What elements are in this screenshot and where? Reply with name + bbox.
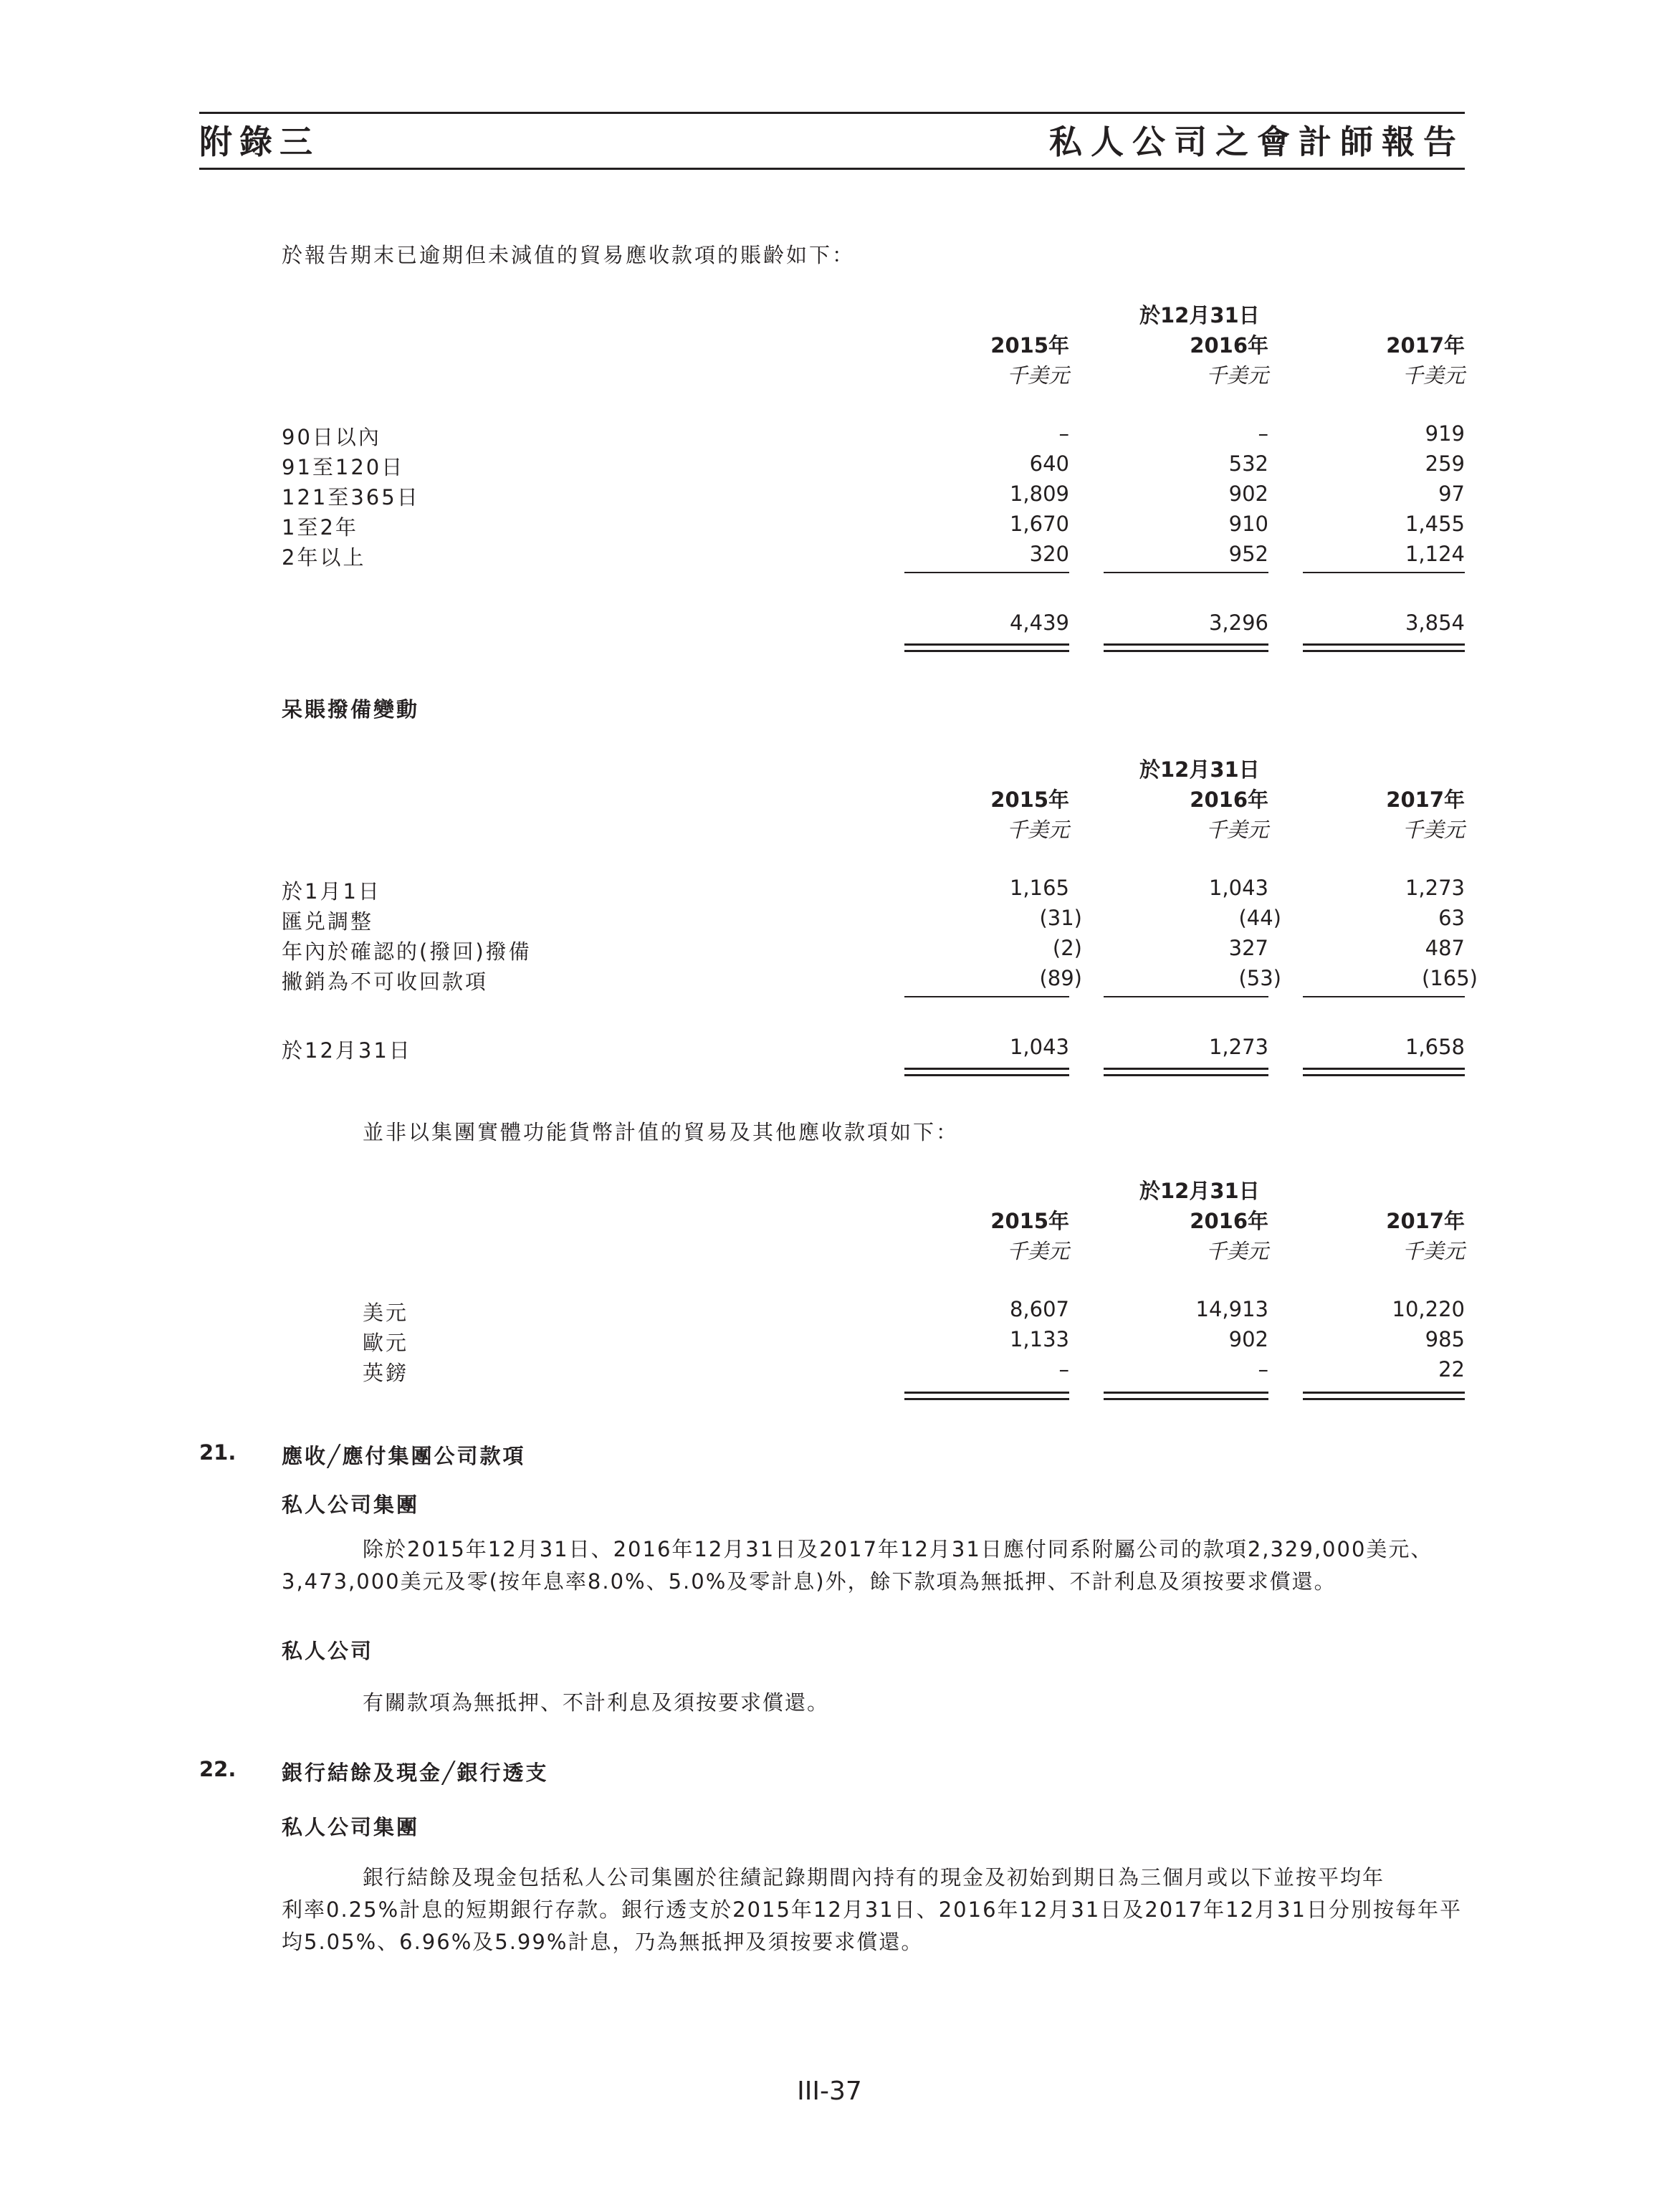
table-cell: 910 (1228, 512, 1268, 536)
table-cell: 1,455 (1405, 512, 1465, 536)
table-row-label: 於1月1日 (282, 879, 381, 904)
note21-subheading-group: 私人公司集團 (282, 1493, 420, 1517)
table-cell: 487 (1425, 936, 1465, 960)
table-cell: – (1258, 421, 1268, 446)
currency-year-2016: 2016年 (1190, 1209, 1268, 1233)
total-double-rule (904, 1068, 1069, 1076)
table-cell: – (1058, 421, 1069, 446)
table-cell: 1,670 (1009, 512, 1069, 536)
total-double-rule (904, 643, 1069, 652)
table-cell: 1,133 (1009, 1327, 1069, 1351)
total-cell: 4,439 (1009, 611, 1069, 635)
table-row-label: 90日以內 (282, 425, 381, 449)
table-cell: 259 (1425, 451, 1465, 476)
aging-unit-2016: 千美元 (1205, 363, 1268, 388)
table-cell: (2) (1052, 936, 1082, 960)
appendix-title: 附錄三 (199, 123, 320, 161)
table-cell: – (1258, 1357, 1268, 1382)
table-cell: 1,165 (1009, 876, 1069, 900)
table-row-label: 英鎊 (363, 1361, 409, 1385)
note21-title: 應收╱應付集團公司款項 (282, 1444, 526, 1468)
currency-group-header: 於12月31日 (1139, 1179, 1260, 1203)
total-double-rule (1303, 643, 1465, 652)
total-cell: 1,658 (1405, 1035, 1465, 1059)
note21-paragraph-line2: 3,473,000美元及零(按年息率8.0%、5.0%及零計息)外，餘下款項為無抵押、不計利息及須按要求償還。 (282, 1569, 1337, 1594)
table-cell: 902 (1228, 1327, 1268, 1351)
table-row-label: 91至120日 (282, 455, 405, 479)
currency-unit-2015: 千美元 (1006, 1239, 1069, 1263)
table-cell: (44) (1238, 906, 1281, 930)
currency-unit-2017: 千美元 (1402, 1239, 1465, 1263)
table-cell: 1,273 (1405, 876, 1465, 900)
table-cell: 1,809 (1009, 482, 1069, 506)
total-double-rule (1104, 1392, 1268, 1400)
table-cell: 985 (1425, 1327, 1465, 1351)
aging-unit-2015: 千美元 (1006, 363, 1069, 388)
note21-subheading-company: 私人公司 (282, 1639, 374, 1663)
table-cell: 63 (1438, 906, 1465, 930)
closing-label: 於12月31日 (282, 1038, 412, 1063)
currency-unit-2016: 千美元 (1205, 1239, 1268, 1263)
table-cell: 919 (1425, 421, 1465, 446)
note22-paragraph-line2: 利率0.25%計息的短期銀行存款。銀行透支於2015年12月31日、2016年12月31日及2017年12月31日分別按每年平 (282, 1897, 1462, 1922)
subtotal-rule (904, 572, 1069, 573)
allowance-unit-2017: 千美元 (1402, 818, 1465, 842)
subtotal-rule (1303, 572, 1465, 573)
table-row-label: 2年以上 (282, 545, 366, 570)
total-cell: 3,854 (1405, 611, 1465, 635)
aging-year-2017: 2017年 (1386, 333, 1465, 358)
table-row-label: 撇銷為不可收回款項 (282, 969, 489, 994)
aging-unit-2017: 千美元 (1402, 363, 1465, 388)
table-row-label: 歐元 (363, 1331, 409, 1355)
table-cell: 1,124 (1405, 542, 1465, 566)
table-cell: 902 (1228, 482, 1268, 506)
total-cell: 3,296 (1208, 611, 1268, 635)
table-cell: (31) (1039, 906, 1082, 930)
report-title: 私人公司之會計師報告 (1049, 123, 1465, 161)
table-cell: 10,220 (1392, 1297, 1465, 1321)
aging-intro: 於報告期末已逾期但未減值的貿易應收款項的賬齡如下： (282, 243, 856, 267)
allowance-year-2016: 2016年 (1190, 787, 1268, 812)
note22-title: 銀行結餘及現金╱銀行透支 (282, 1761, 549, 1785)
table-cell: 320 (1029, 542, 1069, 566)
allowance-title: 呆賬撥備變動 (282, 697, 420, 722)
note21-paragraph-line1: 除於2015年12月31日、2016年12月31日及2017年12月31日應付同系附屬公司的款項2,329,000美元、 (363, 1537, 1433, 1561)
subtotal-rule (1104, 996, 1268, 997)
table-cell: 952 (1228, 542, 1268, 566)
page-number: III-37 (797, 2077, 862, 2106)
aging-year-2015: 2015年 (990, 333, 1069, 358)
allowance-group-header: 於12月31日 (1139, 757, 1260, 782)
currency-year-2017: 2017年 (1386, 1209, 1465, 1233)
table-cell: (53) (1238, 966, 1281, 990)
table-row-label: 美元 (363, 1301, 409, 1325)
table-cell: 8,607 (1009, 1297, 1069, 1321)
total-cell: 1,273 (1208, 1035, 1268, 1059)
total-double-rule (1303, 1068, 1465, 1076)
currency-intro: 並非以集團實體功能貨幣計值的貿易及其他應收款項如下： (363, 1120, 960, 1144)
total-double-rule (1104, 643, 1268, 652)
table-row-label: 匯兑調整 (282, 909, 374, 934)
table-cell: 97 (1438, 482, 1465, 506)
subtotal-rule (1303, 996, 1465, 997)
aging-year-2016: 2016年 (1190, 333, 1268, 358)
total-double-rule (1104, 1068, 1268, 1076)
table-cell: (165) (1422, 966, 1478, 990)
table-row-label: 121至365日 (282, 485, 420, 509)
currency-year-2015: 2015年 (990, 1209, 1069, 1233)
total-double-rule (1303, 1392, 1465, 1400)
table-row-label: 年內於確認的(撥回)撥備 (282, 939, 532, 964)
note22-paragraph-line1: 銀行結餘及現金包括私人公司集團於往績記錄期間內持有的現金及初始到期日為三個月或以下並按平均年 (363, 1865, 1385, 1890)
table-cell: 1,043 (1208, 876, 1268, 900)
note22-paragraph-line3: 均5.05%、6.96%及5.99%計息，乃為無抵押及須按要求償還。 (282, 1930, 924, 1954)
note21-number: 21. (199, 1440, 236, 1465)
total-cell: 1,043 (1009, 1035, 1069, 1059)
table-cell: 640 (1029, 451, 1069, 476)
note21-paragraph2: 有關款項為無抵押、不計利息及須按要求償還。 (363, 1690, 830, 1715)
table-cell: (89) (1039, 966, 1082, 990)
allowance-unit-2016: 千美元 (1205, 818, 1268, 842)
allowance-unit-2015: 千美元 (1006, 818, 1069, 842)
aging-group-header: 於12月31日 (1139, 303, 1260, 327)
note22-number: 22. (199, 1757, 236, 1781)
note22-subheading-group: 私人公司集團 (282, 1815, 420, 1839)
header-bottom-rule (199, 168, 1465, 170)
allowance-year-2017: 2017年 (1386, 787, 1465, 812)
table-cell: – (1058, 1357, 1069, 1382)
total-double-rule (904, 1392, 1069, 1400)
table-row-label: 1至2年 (282, 515, 358, 540)
table-cell: 14,913 (1195, 1297, 1268, 1321)
subtotal-rule (904, 996, 1069, 997)
subtotal-rule (1104, 572, 1268, 573)
table-cell: 327 (1228, 936, 1268, 960)
table-cell: 532 (1228, 451, 1268, 476)
table-cell: 22 (1438, 1357, 1465, 1382)
header-top-rule (199, 112, 1465, 114)
allowance-year-2015: 2015年 (990, 787, 1069, 812)
